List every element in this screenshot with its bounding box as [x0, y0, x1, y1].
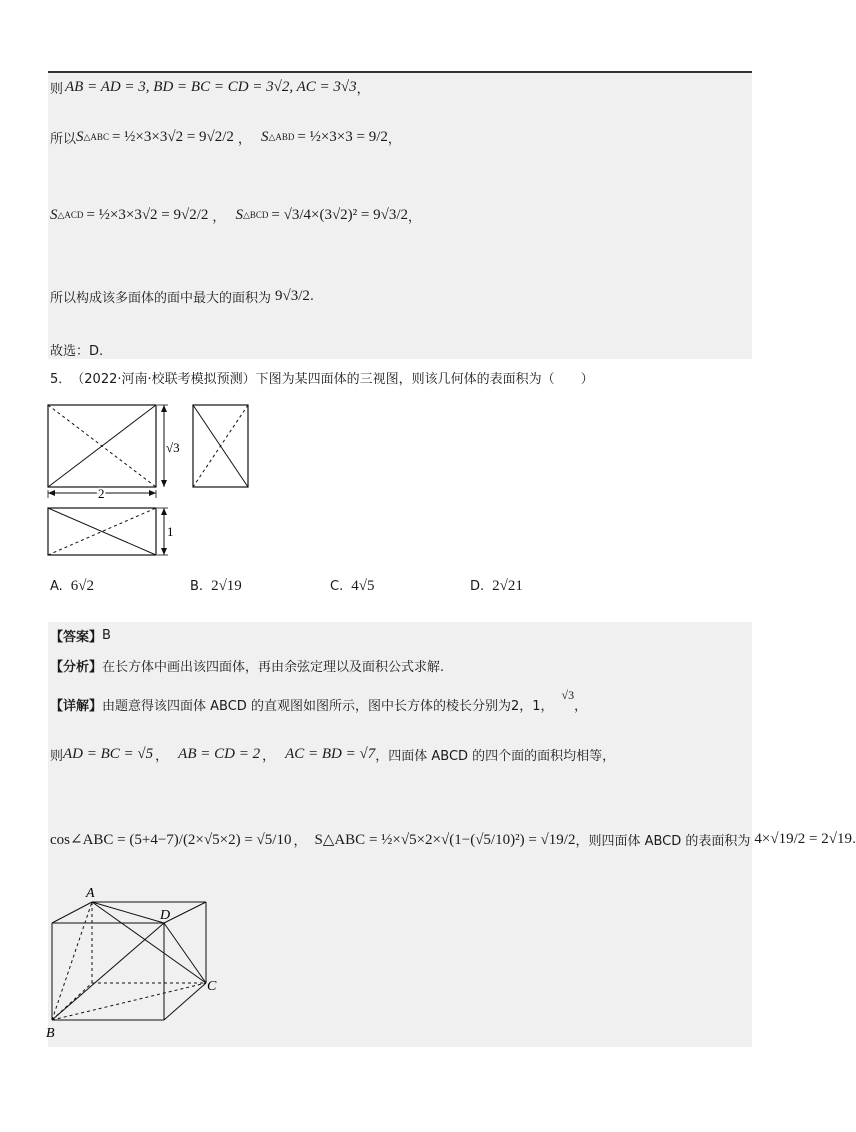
eq-cos: cos∠ABC = (5+4−7)/(2×√5×2) = √5/10 — [50, 832, 292, 848]
option-b[interactable]: B. 2√19 — [190, 578, 242, 594]
label-d: D — [160, 908, 171, 923]
dim-top-height: 1 — [167, 524, 174, 539]
sol-line-2: 所以 S △ABC = ½×3×3√2 = 9√2/2 ， S △ABD = ½×3×3 = 9/2 ， — [50, 129, 401, 147]
answer-value: B — [102, 628, 111, 643]
eq-s-abc: = ½×3×3√2 = 9√2/2 — [111, 129, 234, 145]
side-view — [193, 405, 248, 487]
front-view — [48, 405, 180, 501]
eq-total: 4×√19/2 = 2√19 — [754, 831, 852, 847]
top-view — [48, 508, 174, 555]
analysis-label: 【分析】 — [50, 660, 103, 675]
question-number: 5． — [50, 372, 72, 387]
analysis-line — [50, 656, 444, 675]
cuboid-figure — [44, 885, 234, 1045]
eq-ab-cd: AB = CD = 2 — [178, 746, 261, 762]
label-b: B — [46, 1026, 55, 1041]
dim-front-width: 2 — [98, 486, 105, 501]
eq-s-bcd: = √3/4×(3√2)² = 9√3/2 — [271, 207, 409, 223]
eq-s-abd: = ½×3×3 = 9/2 — [297, 129, 388, 145]
detail-label: 【详解】 — [50, 699, 103, 714]
option-c[interactable]: C. 4√5 — [330, 578, 375, 594]
sol-choice: 故选：D. — [50, 344, 104, 359]
sol-eq-1: AB = AD = 3, BD = BC = CD = 3√2, AC = 3√3 — [65, 79, 357, 95]
detail-text: 由题意得该四面体 ABCD 的直观图如图所示，图中长方体的棱长分别为2，1， — [102, 699, 554, 714]
sol-line-4: 所以构成该多面体的面中最大的面积为 9√3/2 . — [50, 288, 315, 306]
dim-front-height: √3 — [166, 440, 180, 455]
eq-ac-bd: AC = BD = √7 — [285, 746, 376, 762]
detail-line-2: 则 AD = BC = √5 ， AB = CD = 2 ， AC = BD = √7 ，四面体 ABCD 的四个面的面积均相等， — [50, 746, 616, 764]
option-d[interactable]: D. 2√21 — [470, 578, 523, 594]
label-c: C — [207, 979, 217, 994]
eq-ad-bc: AD = BC = √5 — [63, 746, 154, 762]
three-view-figure — [44, 400, 284, 565]
eq-s-acd: = ½×3×3√2 = 9√2/2 — [86, 207, 209, 223]
option-a[interactable]: A. 6√2 — [50, 578, 95, 594]
eq-area: S△ABC = ½×√5×2×√(1−(√5/10)²) = √19/2 — [314, 832, 576, 848]
analysis-text: 在长方体中画出该四面体，再由余弦定理以及面积公式求解. — [102, 660, 445, 675]
answer-label: 【答案】 — [50, 630, 103, 645]
max-area-value: 9√3/2 — [275, 288, 310, 304]
sol-line-1: 则 AB = AD = 3, BD = BC = CD = 3√2, AC = 3√3 ， — [50, 79, 370, 97]
label-a: A — [86, 886, 95, 901]
question-text: 下图为某四面体的三视图，则该几何体的表面积为（ ） — [255, 372, 594, 387]
question-source: （2022·河南·校联考模拟预测） — [71, 372, 256, 387]
detail-line: 【详解】 由题意得该四面体 ABCD 的直观图如图所示，图中长方体的棱长分别为2，1， √3 ， — [50, 688, 588, 714]
detail-line-3: cos∠ABC = (5+4−7)/(2×√5×2) = √5/10 ， S△ABC = ½×√5×2×√(1−(√5/10)²) = √19/2 ，则四面体 ABCD 的表面积为 4×√19/2 = 2√19 . — [50, 831, 856, 849]
question-line — [50, 368, 594, 387]
sol-line-3: S △ACD = ½×3×3√2 = 9√2/2 ， S △BCD = √3/4×(3√2)² = 9√3/2 ， — [50, 207, 422, 225]
answer-line — [50, 626, 111, 645]
